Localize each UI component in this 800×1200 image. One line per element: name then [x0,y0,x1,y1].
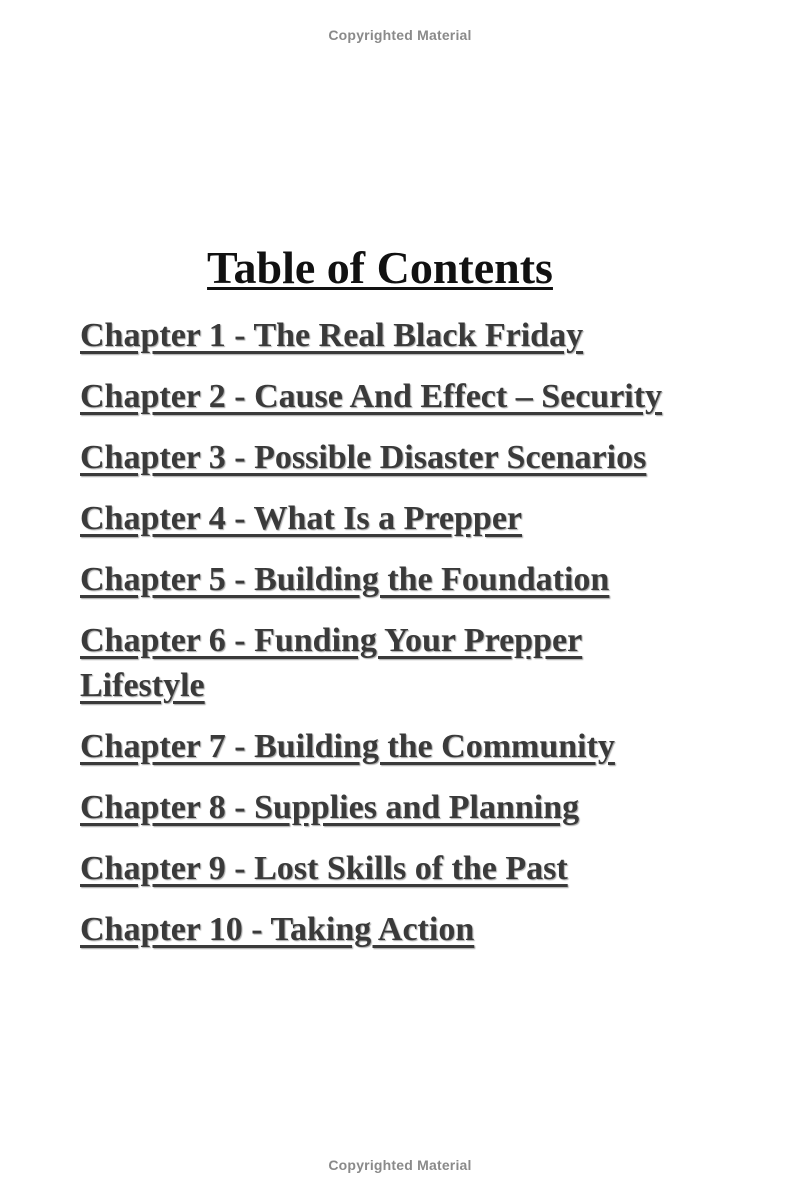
toc-item-chapter-3 [80,435,680,480]
toc-item-chapter-7 [80,724,680,769]
toc-item-chapter-5 [80,557,680,602]
chapter-2-link[interactable]: Chapter 2 - Cause And Effect – Security [80,378,663,415]
chapter-3-link[interactable]: Chapter 3 - Possible Disaster Scenarios [80,439,647,476]
toc-item-chapter-1 [80,313,680,358]
chapter-7-link[interactable]: Chapter 7 - Building the Community [80,728,615,765]
toc-title-text: Table of Contents [207,242,553,293]
toc-item-chapter-8 [80,785,680,830]
toc-list [80,313,680,968]
copyright-watermark-top: Copyrighted Material [328,27,472,43]
toc-item-chapter-4 [80,496,680,541]
copyright-watermark-bottom: Copyrighted Material [328,1157,472,1173]
chapter-8-link[interactable]: Chapter 8 - Supplies and Planning [80,789,580,826]
chapter-1-link[interactable]: Chapter 1 - The Real Black Friday [80,317,584,354]
chapter-10-link[interactable]: Chapter 10 - Taking Action [80,911,475,948]
toc-item-chapter-6 [80,618,680,708]
toc-item-chapter-2 [80,374,680,419]
toc-item-chapter-9 [80,846,680,891]
chapter-6-link[interactable]: Chapter 6 - Funding Your Prepper Lifestyle [80,622,583,704]
chapter-4-link[interactable]: Chapter 4 - What Is a Prepper [80,500,522,537]
toc-item-chapter-10 [80,907,680,952]
toc-title [0,238,760,298]
chapter-9-link[interactable]: Chapter 9 - Lost Skills of the Past [80,850,568,887]
chapter-5-link[interactable]: Chapter 5 - Building the Foundation [80,561,610,598]
